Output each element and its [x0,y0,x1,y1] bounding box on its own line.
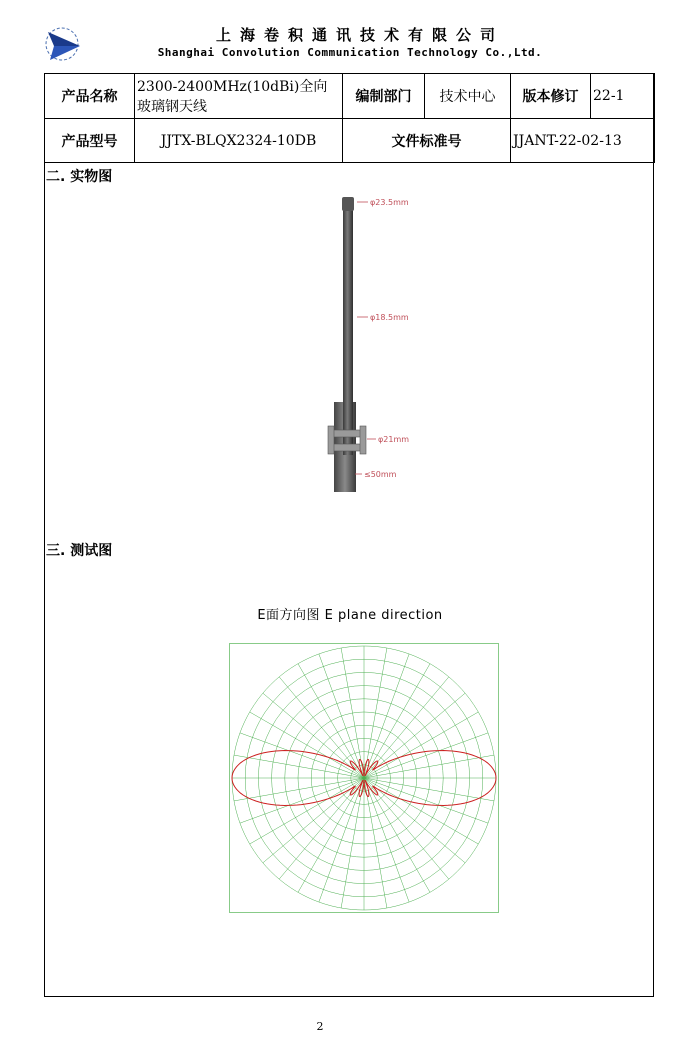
department-label: 编制部门 [343,74,425,119]
dim-mid-diameter: φ18.5mm [370,313,409,322]
antenna-photo [270,192,460,492]
model-value: JJTX-BLQX2324-10DB [135,119,343,163]
polar-grid [232,646,496,910]
dim-pole-diameter: ≤50mm [364,470,397,479]
product-name-label: 产品名称 [45,74,135,119]
dim-base-diameter: φ21mm [378,435,410,444]
company-name-en: Shanghai Convolution Communication Technology Co.,Ltd. [157,46,543,59]
revision-label: 版本修订 [511,74,591,119]
dim-top-diameter: φ23.5mm [370,198,409,207]
info-table [44,73,655,163]
revision-value: 22-1 [591,74,655,119]
plot-title: E面方向图 E plane direction [257,608,443,623]
section-photo-heading: 二. 实物图 [46,169,113,185]
company-logo [42,22,86,66]
model-label: 产品型号 [45,119,135,163]
doc-no-label: 文件标准号 [343,119,511,163]
department-value: 技术中心 [425,74,511,119]
section-test-heading: 三. 测试图 [46,543,113,559]
product-name-value: 2300-2400MHz(10dBi)全向玻璃钢天线 [135,74,343,119]
e-plane-radiation-pattern [229,643,499,913]
page-number: 2 [316,1020,324,1033]
company-name-cn: 上海卷积通讯技术有限公司 [215,26,504,44]
doc-no-value: JJANT-22-02-13 [511,119,655,163]
